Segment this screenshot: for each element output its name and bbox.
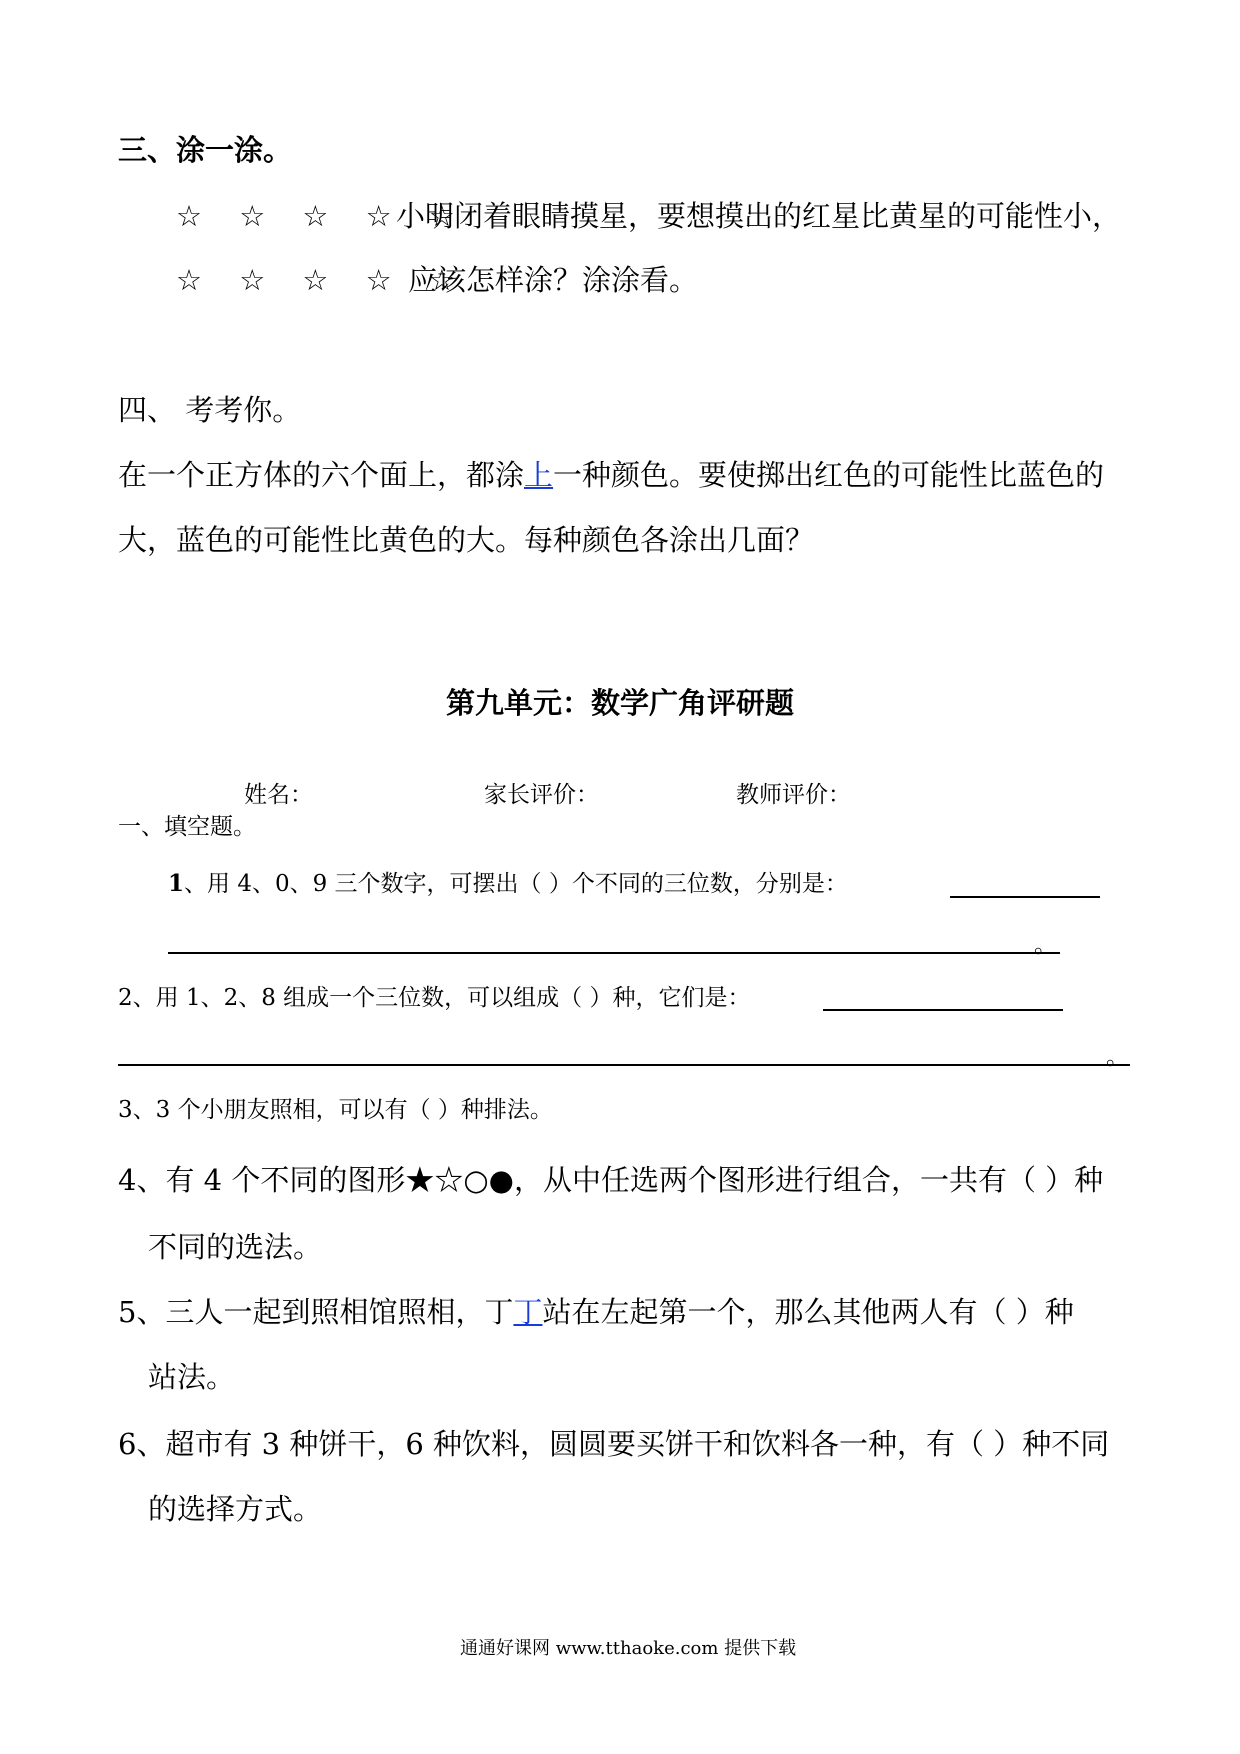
question-5-start: 5、三人一起到照相馆照相，丁: [118, 1295, 514, 1329]
fill-in-heading: 一、填空题。: [118, 814, 256, 840]
name-label: 姓名：: [244, 782, 313, 808]
section-3-heading: 三、涂一涂。: [118, 133, 293, 167]
footer-text: 通通好课网 www.tthaoke.com 提供下载: [460, 1638, 797, 1659]
question-4-line-2: 不同的选法。: [148, 1230, 323, 1264]
section-4-heading: 四、 考考你。: [118, 393, 302, 427]
section-4-link[interactable]: 上: [524, 458, 554, 492]
section-4-line-2: 大，蓝色的可能性比黄色的大。每种颜色各涂出几面？: [118, 523, 815, 557]
question-3: 3、3 个小朋友照相，可以有（ ）种排法。: [118, 1097, 553, 1123]
answer-line-2b[interactable]: [118, 1064, 1130, 1066]
section-3-text-2: 应该怎样涂？涂涂看。: [408, 263, 699, 297]
section-3-text-1: 小明闭着眼睛摸星，要想摸出的红星比黄星的可能性小，: [396, 199, 1122, 233]
star-row-1: ☆ ☆ ☆ ☆ ☆: [176, 199, 469, 233]
question-4-line-1: 4、有 4 个不同的图形★☆○●，从中任选两个图形进行组合，一共有（ ）种: [118, 1163, 1104, 1197]
unit-9-title: 第九单元：数学广角评研题: [446, 686, 795, 720]
question-6-line-2: 的选择方式。: [148, 1492, 323, 1526]
section-4-line-1-start: 在一个正方体的六个面上，都涂: [118, 458, 525, 492]
question-1-number: 1: [168, 870, 185, 897]
question-1: [168, 872, 848, 896]
question-1-text: 、用 4、0、9 三个数字，可摆出（ ）个不同的三位数，分别是：: [184, 871, 848, 897]
question-5-end: 站在左起第一个，那么其他两人有（ ）种: [542, 1295, 1074, 1329]
section-4-line-1: [118, 458, 1105, 492]
answer-line-1a[interactable]: [950, 896, 1100, 898]
teacher-eval-label: 教师评价：: [736, 782, 851, 808]
question-2-end: 。: [1106, 1044, 1129, 1070]
question-2: 2、用 1、2、8 组成一个三位数，可以组成（ ）种，它们是：: [118, 985, 751, 1011]
question-5-link[interactable]: 丁: [513, 1295, 543, 1329]
star-row-2: ☆ ☆ ☆ ☆ ☆: [176, 263, 469, 297]
question-1-end: 。: [1034, 932, 1057, 958]
section-4-line-1-end: 一种颜色。要使掷出红色的可能性比蓝色的: [553, 458, 1105, 492]
answer-line-1b[interactable]: [168, 952, 1060, 954]
question-5-line-1: [118, 1295, 1074, 1329]
answer-line-2a[interactable]: [823, 1009, 1063, 1011]
question-6-line-1: 6、超市有 3 种饼干，6 种饮料，圆圆要买饼干和饮料各一种，有（ ）种不同: [118, 1427, 1110, 1461]
parent-eval-label: 家长评价：: [484, 782, 599, 808]
question-5-line-2: 站法。: [148, 1360, 236, 1394]
